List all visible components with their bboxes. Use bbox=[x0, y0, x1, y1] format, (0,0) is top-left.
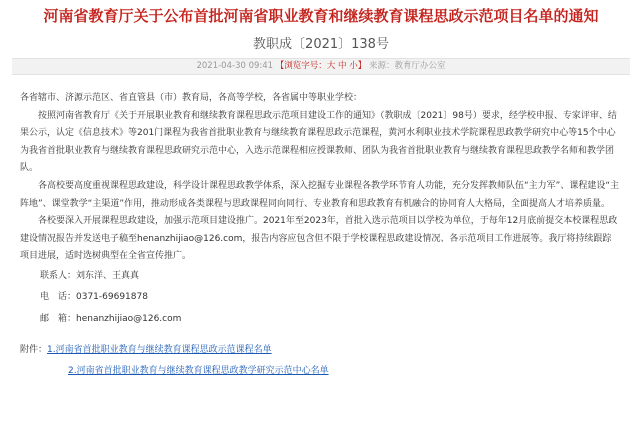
attachment-row-2 bbox=[20, 361, 620, 382]
publish-date: 2021-04-30 09:41 bbox=[196, 61, 274, 71]
attachment-row-1 bbox=[20, 340, 620, 361]
article-body bbox=[20, 90, 620, 382]
attachment-link-1[interactable]: 1.河南省首批职业教育与继续教育课程思政示范课程名单 bbox=[47, 345, 272, 356]
page-title: 河南省教育厅关于公布首批河南省职业教育和继续教育课程思政示范项目名单的通知 bbox=[43, 7, 599, 25]
paragraph-1: 按照河南省教育厅《关于开展职业教育和继续教育课程思政示范项目建设工作的通知》（教职成〔2021〕98号）要求，经学校申报、专家评审、结果公示，认定《信息技术》等201门课程为我省首批职业教育与继续教育课程思政示范课程，黄河水利职业技术学院课程思政教学研究中心等15个中心为我省首批职业教育与继续教育课程思政研究示范中心，入选示范课程相应授课教师、团队为我省首批职业教育与继续教育课程思政教学名师和教学团队。 bbox=[20, 110, 617, 174]
document-number: 教职成〔2021〕138号 bbox=[253, 37, 389, 52]
font-size-large-link[interactable]: 大 bbox=[326, 61, 336, 71]
font-size-small-link[interactable]: 小 bbox=[349, 61, 358, 71]
salutation: 各省辖市、济源示范区、省直管县（市）教育局，各高等学校，各省属中等职业学校： bbox=[20, 93, 363, 103]
font-size-label: 【浏览字号： bbox=[275, 61, 327, 71]
attachment-link-2[interactable]: 2.河南省首批职业教育与继续教育课程思政教学研究示范中心名单 bbox=[68, 366, 329, 377]
spacer bbox=[20, 330, 620, 340]
contact-person: 联系人：刘东洋、王真真 bbox=[40, 270, 140, 281]
contact-email: 邮 箱：henanzhijiao@126.com bbox=[40, 313, 182, 324]
attachments-label: 附件： bbox=[20, 345, 48, 356]
meta-bar bbox=[12, 58, 630, 75]
paragraph-3: 各校要深入开展课程思政建设，加强示范项目建设推广。2021年至2023年，首批入选示范项目以学校为单位，于每年12月底前提交本校课程思政建设情况报告并发送电子稿至henanzhijiao@126.com，报告内容应包含但不限于学校课程思政建设情况、各示范项目工作进展等。我厅将持续跟踪项目进展，适时选树典型在全省宣传推广。 bbox=[20, 216, 618, 262]
paragraph-2: 各高校要高度重视课程思政建设，科学设计课程思政教学体系，深入挖掘专业课程各教学环节育人功能，充分发挥教师队伍“主力军”、课程建设“主阵地”、课堂教学“主渠道”作用，推动形成各类课程与思政课程同向同行、专业教育和思政教育有机融合的协同育人大格局，全面提高人才培养质量。 bbox=[20, 180, 619, 209]
font-size-close: 】 bbox=[357, 61, 367, 71]
source-label: 来源：教育厅办公室 bbox=[368, 61, 446, 71]
font-size-switcher bbox=[276, 61, 366, 71]
contact-phone: 电 话：0371-69691878 bbox=[40, 292, 148, 303]
font-size-medium-link[interactable]: 中 bbox=[338, 61, 347, 71]
